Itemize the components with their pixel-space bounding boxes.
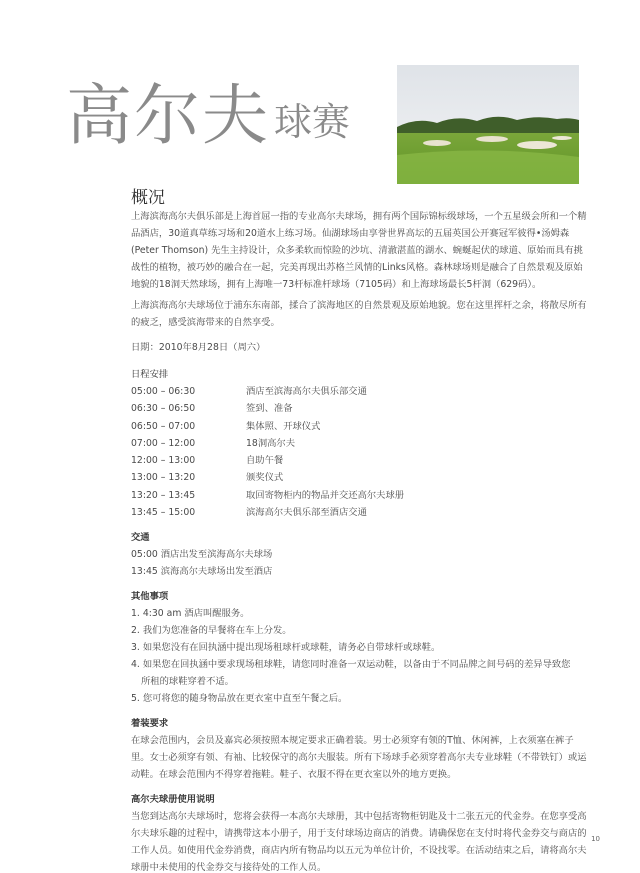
- schedule-event: 集体照、开球仪式: [246, 420, 321, 432]
- schedule-time: 13:20 – 13:45: [131, 489, 196, 501]
- transport-heading: 交通: [131, 532, 150, 544]
- page-number: 10: [591, 835, 600, 843]
- dress-section: [131, 715, 591, 783]
- schedule-time: 06:30 – 06:50: [131, 403, 196, 415]
- list-item: [131, 622, 591, 639]
- list-item-text: 2. 我们为您准备的早餐将在车上分发。: [131, 625, 292, 637]
- other-heading: 其他事项: [131, 591, 169, 603]
- overview-paragraph-2: 上海滨海高尔夫球场位于浦东东南部，揉合了滨海地区的自然景观及原始地貌。您在这里挥杆之余，将散尽所有的疲乏，感受滨海带来的自然享受。: [131, 300, 587, 328]
- transport-section: [131, 529, 591, 580]
- overview-paragraph-1: 上海滨海高尔夫俱乐部是上海首屈一指的专业高尔夫球场，拥有两个国际锦标级球场，一个五星级会所和一个精品酒店，30道真草练习场和20道水上练习场。仙湖球场由享誉世界高坛的五届英国公开赛冠军彼得•汤姆森 (Peter Thomson) 先生主持设计，众多柔软而惊险的沙坑、清澈湛蓝的湖水、蜿蜒起伏的球道、原始而具有挑战性的植物，被巧妙的融合在一起，完美再现出苏格兰风情的Links风格。森林球场则是融合了自然景观及原始地貌的18洞天然球场，拥有上海唯一73杆标准杆球场（7105码）和上海球场最长5杆洞（629码）。: [131, 211, 587, 290]
- schedule-section: [131, 366, 591, 521]
- content-body: [131, 208, 591, 873]
- schedule-time: 12:00 – 13:00: [131, 455, 196, 467]
- booklet-heading: 高尔夫球册使用说明: [131, 794, 215, 806]
- list-item: [131, 656, 591, 690]
- overview-heading: 概况: [131, 188, 165, 208]
- schedule-time: 13:00 – 13:20: [131, 472, 196, 484]
- schedule-event: 18洞高尔夫: [246, 437, 296, 449]
- list-item: [131, 639, 591, 656]
- transport-line: 13:45 滨海高尔夫球场出发至酒店: [131, 566, 273, 578]
- schedule-event: 颁奖仪式: [246, 472, 284, 484]
- schedule-time: 05:00 – 06:30: [131, 386, 196, 397]
- list-item: [131, 690, 591, 707]
- schedule-row: [131, 435, 591, 452]
- schedule-row: [131, 452, 591, 469]
- list-item: [131, 605, 591, 622]
- other-section: [131, 588, 591, 707]
- schedule-row: [131, 418, 591, 435]
- schedule-event: 酒店至滨海高尔夫俱乐部交通: [246, 386, 367, 397]
- title-sub: 球赛: [274, 100, 351, 144]
- page-title: [66, 77, 351, 154]
- dress-text: 在球会范围内，会员及嘉宾必须按照本规定要求正确着装。男士必须穿有领的T恤、休闲裤，上衣须塞在裤子里。女士必须穿有领、有袖、比较保守的高尔夫服装。所有下场球手必须穿着高尔夫专业球鞋（不带铁钉）或运动鞋。在球会范围内不得穿着拖鞋。鞋子、衣服不得在更衣室以外的地方更换。: [131, 735, 587, 781]
- list-item-text: 5. 您可将您的随身物品放在更衣室中直至午餐之后。: [131, 693, 348, 705]
- list-item-text: 3. 如果您没有在回执涵中提出现场租球杆或球鞋，请务必自带球杆或球鞋。: [131, 642, 441, 654]
- booklet-text: 当您到达高尔夫球场时，您将会获得一本高尔夫球册，其中包括寄物柜钥匙及十二张五元的代金券。在您享受高尔夫球乐趣的过程中，请携带这本小册子，用于支付球场边商店的消费。请确保您在支付时将代金券交与商店的工作人员。如使用代金券消费，商店内所有物品均以五元为单位计价，不设找零。在活动结束之后，请将高尔夫球册中未使用的代金券交与接待处的工作人员。: [131, 811, 587, 873]
- schedule-row: [131, 469, 591, 486]
- schedule-event: 自助午餐: [246, 455, 284, 467]
- schedule-event: 取回寄物柜内的物品并交还高尔夫球册: [246, 489, 405, 501]
- schedule-event: 滨海高尔夫俱乐部至酒店交通: [246, 507, 367, 519]
- schedule-time: 13:45 – 15:00: [131, 507, 196, 519]
- schedule-row: [131, 400, 591, 417]
- list-item-continuation: 所租的球鞋穿着不适。: [141, 676, 234, 688]
- dress-heading: 着装要求: [131, 718, 169, 730]
- golf-course-photo: [397, 65, 579, 184]
- schedule-heading: 日程安排: [131, 369, 169, 380]
- transport-line: 05:00 酒店出发至滨海高尔夫球场: [131, 549, 273, 561]
- schedule-row: [131, 383, 591, 400]
- schedule-row: [131, 504, 591, 521]
- schedule-time: 06:50 – 07:00: [131, 420, 196, 432]
- schedule-row: [131, 487, 591, 504]
- schedule-event: 签到、准备: [246, 403, 293, 415]
- list-item-text: 4. 如果您在回执涵中要求现场租球鞋，请您同时准备一双运动鞋，以备由于不同品牌之间号码的差异导致您: [131, 659, 571, 671]
- schedule-time: 07:00 – 12:00: [131, 437, 196, 449]
- event-date: 日期：2010年8月28日（周六）: [131, 342, 266, 353]
- list-item-text: 1. 4:30 am 酒店叫醒服务。: [131, 608, 250, 620]
- booklet-section: [131, 791, 591, 873]
- title-main: 高尔夫: [66, 77, 270, 154]
